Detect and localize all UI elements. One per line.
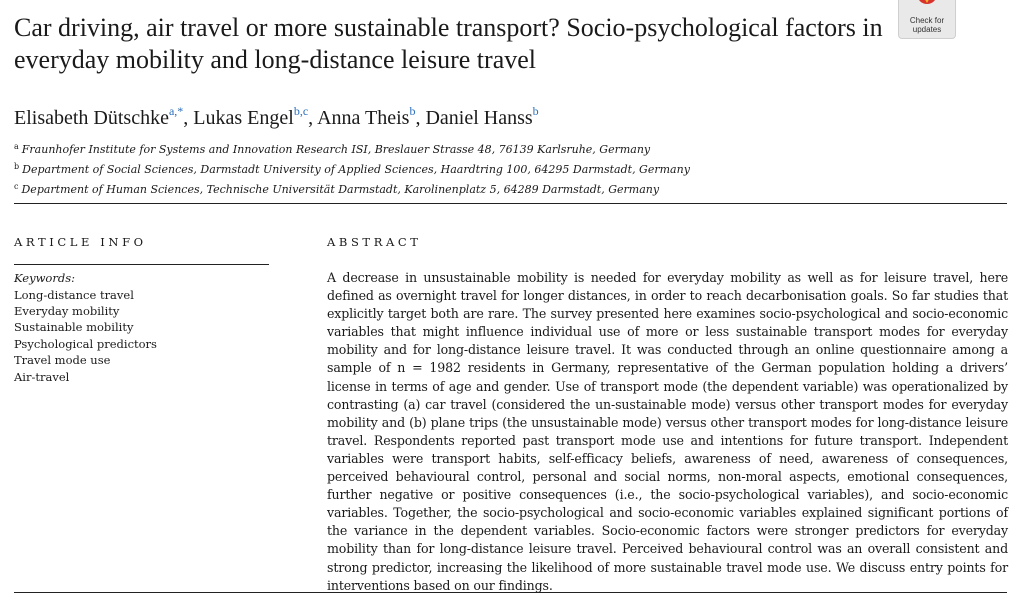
header-divider bbox=[14, 203, 1007, 204]
article-info-divider bbox=[14, 264, 269, 265]
keyword-item: Air-travel bbox=[14, 369, 70, 384]
author-affiliation-ref[interactable]: b,c bbox=[293, 104, 309, 118]
author-affiliation-ref[interactable]: a,* bbox=[168, 104, 184, 118]
affiliation-marker: c bbox=[14, 182, 19, 191]
author-name[interactable]: Anna Theis bbox=[317, 107, 410, 129]
affiliation-list bbox=[14, 138, 690, 198]
affiliation-item bbox=[14, 138, 690, 158]
affiliation-marker: a bbox=[14, 142, 19, 151]
keyword-item: Psychological predictors bbox=[14, 336, 157, 351]
affiliation-text: Department of Human Sciences, Technische Universität Darmstadt, Karolinenplatz 5, 64289 Darmstadt, Germany bbox=[21, 183, 660, 196]
abstract-heading: ABSTRACT bbox=[327, 235, 422, 249]
check-for-updates-icon bbox=[916, 0, 938, 8]
keyword-item: Travel mode use bbox=[14, 353, 111, 368]
author-affiliation-ref[interactable]: b bbox=[409, 104, 416, 118]
keyword-item: Sustainable mobility bbox=[14, 320, 134, 335]
article-info-heading: ARTICLE INFO bbox=[14, 235, 147, 249]
check-for-updates-label: Check for updates bbox=[909, 16, 945, 34]
affiliation-marker: b bbox=[14, 162, 20, 171]
abstract-text: A decrease in unsustainable mobility is needed for everyday mobility as well as for leisure travel, here defined as overnight travel for longer distances, in order to reach decarbonisation goals. So far studies that explicitly target both are rare. The survey presented here examines socio-psychological and socio-economic variables that might influence individual use of more or less sustainable transport modes for everyday mobility and for long-distance leisure travel. It was conducted through an online questionnaire among a sample of n = 1982 residents in Germany, representative of the German population holding a drivers’ license in terms of age and gender. Use of transport mode (the dependent variable) was operationalized by contrasting (a) car travel (considered the un-sustainable mode) versus other transport modes for everyday mobility and (b) plane trips (the unsustainable mode) versus other transport modes for long-distance leisure travel. Respondents reported past transport mode use and intentions for future transport. Independent variables were transport habits, self-efficacy beliefs, awareness of need, awareness of consequences, perceived behavioural control, personal and social norms, non-moral aspects, emotional consequences, further negative or positive consequences (i.e., the socio-psychological variables), and socio-economic variables. Together, the socio-psychological and socio-economic variables explained significant portions of the variance in the dependent variables. Socio-economic factors were stronger predictors for everyday mobility than for long-distance leisure travel. Perceived behavioural control was an overall consistent and strong predictor, increasing the likelihood of more sustainable travel mode use. We discuss entry points for interventions based on our findings. bbox=[327, 270, 1008, 593]
keyword-item: Long-distance travel bbox=[14, 287, 134, 302]
article-title: Car driving, air travel or more sustainable transport? Socio-psychological factors in everyday mobility and long-distance leisure travel bbox=[14, 13, 883, 74]
keyword-item: Everyday mobility bbox=[14, 303, 120, 318]
author-name[interactable]: Daniel Hanss bbox=[425, 107, 533, 129]
footer-divider bbox=[14, 592, 1007, 593]
affiliation-text: Fraunhofer Institute for Systems and Innovation Research ISI, Breslauer Strasse 48, 76139 Karlsruhe, Germany bbox=[21, 143, 651, 156]
keywords-section bbox=[14, 270, 157, 385]
affiliation-item bbox=[14, 158, 690, 178]
keywords-label: Keywords: bbox=[14, 271, 75, 285]
affiliation-text: Department of Social Sciences, Darmstadt University of Applied Sciences, Haardtring 100, 64295 Darmstadt, Germany bbox=[22, 163, 690, 176]
affiliation-item bbox=[14, 178, 690, 198]
author-name[interactable]: Elisabeth Dütschke bbox=[14, 107, 169, 129]
author-name[interactable]: Lukas Engel bbox=[193, 107, 294, 129]
author-affiliation-ref[interactable]: b bbox=[532, 104, 539, 118]
check-for-updates-button[interactable] bbox=[898, 0, 956, 39]
author-list: Elisabeth Dütschke$^{a,*}$, Lukas Engel$^{b,c}$, Anna Theis$^b$, Daniel Hanss$^b$ bbox=[14, 104, 539, 129]
